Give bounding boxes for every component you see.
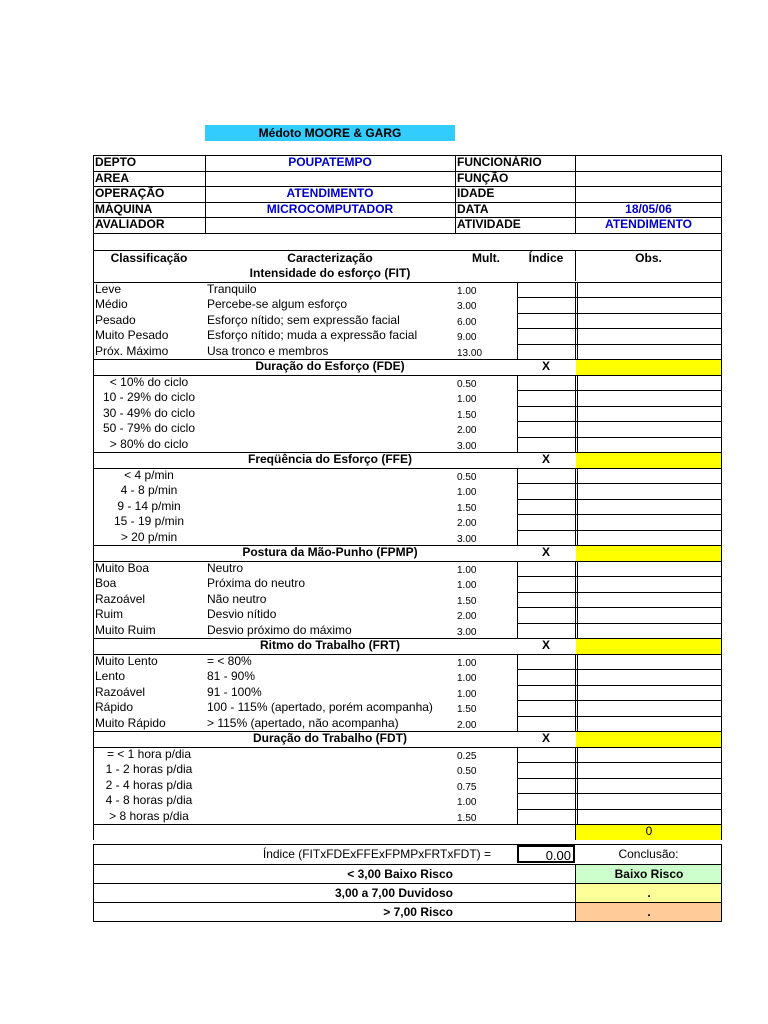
index-cell[interactable] (518, 328, 574, 344)
classification-cell: Leve (95, 281, 122, 296)
index-cell[interactable] (518, 685, 574, 701)
index-cell[interactable] (518, 530, 574, 546)
header-value[interactable] (575, 186, 722, 202)
grid-line (93, 155, 722, 156)
obs-cell[interactable] (577, 809, 721, 825)
obs-cell[interactable] (577, 623, 721, 639)
index-cell[interactable] (518, 623, 574, 639)
grid-line (93, 545, 722, 546)
multiplier-cell: 1.50 (457, 502, 477, 514)
obs-cell[interactable] (577, 390, 721, 406)
classification-cell: Muito Pesado (95, 328, 169, 342)
column-header: Classificação (110, 251, 188, 265)
grid-line (93, 217, 722, 218)
grid-line (575, 864, 576, 921)
obs-cell[interactable] (577, 406, 721, 422)
index-cell[interactable] (518, 514, 574, 530)
header-value[interactable]: ATENDIMENTO (605, 217, 692, 232)
description-cell: Próxima do neutro (207, 576, 306, 590)
classification-cell: Razoável (95, 591, 146, 606)
obs-cell[interactable] (577, 421, 721, 437)
grid-line (455, 155, 456, 233)
obs-highlight (576, 639, 722, 654)
risk-range-label: < 3,00 Baixo Risco (347, 866, 453, 881)
obs-cell[interactable] (577, 669, 721, 685)
index-cell[interactable] (518, 499, 574, 515)
index-cell[interactable] (518, 561, 574, 577)
index-cell[interactable] (518, 747, 574, 763)
obs-cell[interactable] (577, 483, 721, 499)
classification-cell: 4 - 8 horas p/dia (105, 793, 193, 807)
index-cell[interactable] (518, 654, 574, 670)
classification-cell: 30 - 49% do ciclo (102, 405, 196, 420)
multiplier-cell: 6.00 (457, 316, 477, 328)
section-x-marker: X (541, 359, 550, 373)
grid-line (575, 654, 576, 732)
obs-cell[interactable] (577, 530, 721, 546)
multiplier-cell: 0.25 (457, 750, 477, 762)
classification-cell: > 8 horas p/dia (109, 808, 189, 823)
description-cell: 100 - 115% (apertado, porém acompanha) (207, 700, 433, 714)
classification-cell: 15 - 19 p/min (113, 514, 185, 528)
header-value[interactable]: POUPATEMPO (288, 155, 372, 169)
section-x-marker: X (541, 731, 550, 745)
multiplier-cell: 1.00 (457, 580, 477, 591)
obs-cell[interactable] (577, 282, 721, 298)
multiplier-cell: 0.50 (457, 378, 477, 390)
multiplier-cell: 1.00 (457, 688, 477, 700)
obs-cell[interactable] (577, 762, 721, 778)
sheet-title: Médoto MOORE & GARG (205, 125, 455, 141)
header-label: DATA (457, 201, 489, 216)
grid-line (93, 452, 722, 453)
header-label: MÁQUINA (95, 201, 153, 216)
grid-line (517, 561, 518, 639)
index-cell[interactable] (518, 313, 574, 329)
index-cell[interactable] (518, 669, 574, 685)
classification-cell: 10 - 29% do ciclo (102, 390, 196, 404)
risk-result-value: Baixo Risco (614, 866, 684, 881)
index-cell[interactable] (518, 809, 574, 825)
header-label: AVALIADOR (95, 217, 165, 232)
grid-line (93, 844, 94, 864)
grid-line (575, 155, 576, 233)
section-title: Postura da Mão-Punho (FPMP) (242, 545, 418, 559)
grid-line (721, 250, 722, 824)
grid-line (575, 824, 576, 840)
multiplier-cell: 2.00 (457, 518, 477, 529)
classification-cell: Ruim (95, 607, 124, 621)
classification-cell: Muito Lento (95, 653, 158, 668)
risk-result-value: . (647, 904, 651, 919)
header-value[interactable]: MICROCOMPUTADOR (266, 201, 394, 216)
section-title: Duração do Esforço (FDE) (255, 359, 405, 373)
header-label: ATIVIDADE (457, 217, 521, 232)
grid-line (721, 864, 722, 921)
index-cell[interactable] (518, 793, 574, 809)
grid-line (575, 250, 576, 281)
obs-cell[interactable] (577, 313, 721, 329)
obs-cell[interactable] (577, 328, 721, 344)
index-cell[interactable] (518, 297, 574, 313)
header-value[interactable] (575, 155, 722, 171)
grid-line (517, 375, 518, 453)
multiplier-cell: 1.00 (457, 394, 477, 405)
grid-line (575, 468, 576, 546)
header-value[interactable] (205, 217, 455, 233)
multiplier-cell: 3.00 (457, 301, 477, 312)
index-cell[interactable] (518, 700, 574, 716)
section-x-marker: X (541, 545, 550, 559)
obs-cell[interactable] (577, 747, 721, 763)
header-label: DEPTO (95, 155, 137, 169)
index-cell[interactable] (518, 375, 574, 391)
classification-cell: 9 - 14 p/min (117, 498, 181, 513)
obs-highlight (576, 360, 722, 375)
obs-cell[interactable] (577, 375, 721, 391)
classification-cell: Razoável (95, 684, 146, 699)
obs-cell[interactable] (577, 344, 721, 360)
obs-cell[interactable] (577, 437, 721, 453)
description-cell: = < 80% (207, 653, 252, 668)
grid-line (93, 250, 94, 824)
header-label: IDADE (457, 186, 495, 201)
grid-line (577, 654, 578, 732)
description-cell: Percebe-se algum esforço (207, 297, 348, 311)
description-cell: Desvio próximo do máximo (207, 622, 352, 637)
multiplier-cell: 2.00 (457, 611, 477, 622)
obs-cell[interactable] (577, 654, 721, 670)
header-value[interactable] (575, 171, 722, 187)
section-title: Duração do Trabalho (FDT) (252, 731, 407, 745)
multiplier-cell: 1.00 (457, 797, 477, 808)
obs-cell[interactable] (577, 576, 721, 592)
grid-line (721, 155, 722, 233)
column-header: Obs. (635, 251, 662, 265)
section-x-marker: X (541, 452, 550, 466)
obs-highlight (576, 546, 722, 561)
grid-line (205, 155, 206, 233)
column-header: Caracterização (287, 251, 373, 265)
classification-cell: = < 1 hora p/dia (106, 746, 192, 761)
index-cell[interactable] (518, 390, 574, 406)
classification-cell: < 10% do ciclo (109, 374, 189, 389)
multiplier-cell: 1.00 (457, 657, 477, 669)
obs-cell[interactable] (577, 716, 721, 732)
grid-line (93, 186, 722, 187)
classification-cell: Rápido (95, 700, 134, 714)
grid-line (721, 233, 722, 250)
classification-cell: > 80% do ciclo (109, 436, 189, 451)
description-cell: 81 - 90% (207, 669, 256, 683)
classification-cell: Muito Ruim (95, 622, 156, 637)
grid-line (93, 638, 722, 639)
multiplier-cell: 1.00 (457, 564, 477, 576)
index-cell[interactable] (518, 778, 574, 794)
obs-cell[interactable] (577, 468, 721, 484)
multiplier-cell: 1.50 (457, 704, 477, 715)
grid-line (517, 468, 518, 546)
risk-range-label: 3,00 a 7,00 Duvidoso (334, 885, 453, 900)
multiplier-cell: 9.00 (457, 332, 477, 343)
classification-cell: 4 - 8 p/min (120, 483, 178, 497)
grid-line (575, 375, 576, 453)
obs-highlight (576, 732, 722, 747)
index-result-box: 0.00 (517, 845, 575, 863)
description-cell: > 115% (apertado, não acompanha) (207, 715, 399, 730)
multiplier-cell: 2.00 (457, 425, 477, 436)
description-cell: Tranquilo (207, 281, 257, 296)
grid-line (577, 375, 578, 453)
header-label: AREA (95, 170, 130, 185)
index-cell[interactable] (518, 468, 574, 484)
index-cell[interactable] (518, 483, 574, 499)
total-value: 0 (645, 824, 653, 838)
index-cell[interactable] (518, 344, 574, 360)
index-cell[interactable] (518, 716, 574, 732)
multiplier-cell: 1.50 (457, 595, 477, 607)
classification-cell: 50 - 79% do ciclo (102, 421, 196, 435)
obs-cell[interactable] (577, 514, 721, 530)
index-cell[interactable] (518, 282, 574, 298)
header-value[interactable]: ATENDIMENTO (286, 186, 374, 201)
grid-line (93, 824, 94, 840)
grid-line (721, 844, 722, 864)
grid-line (517, 282, 518, 360)
header-value[interactable]: 18/05/06 (625, 201, 672, 216)
obs-cell[interactable] (577, 499, 721, 515)
classification-cell: 2 - 4 horas p/dia (105, 777, 193, 792)
multiplier-cell: 3.00 (457, 533, 477, 545)
obs-cell[interactable] (577, 607, 721, 623)
section-title: Freqüência do Esforço (FFE) (247, 452, 412, 466)
multiplier-cell: 0.75 (457, 781, 477, 793)
risk-result-value: . (647, 885, 651, 900)
classification-cell: Boa (95, 576, 117, 590)
grid-line (93, 171, 722, 172)
spreadsheet-grid[interactable] (93, 155, 722, 917)
classification-cell: Muito Rápido (95, 715, 166, 730)
classification-cell: Lento (95, 669, 126, 683)
obs-cell[interactable] (577, 685, 721, 701)
grid-line (93, 731, 722, 732)
column-header: Mult. (472, 251, 500, 265)
header-label: FUNCIONÁRIO (457, 155, 542, 169)
multiplier-cell: 1.50 (457, 409, 477, 421)
column-header: Índice (528, 251, 564, 265)
grid-line (517, 747, 518, 825)
obs-cell[interactable] (577, 793, 721, 809)
classification-cell: > 20 p/min (120, 529, 178, 544)
description-cell: Esforço nítido; sem expressão facial (207, 312, 400, 327)
header-value[interactable] (205, 171, 455, 187)
grid-line (93, 359, 722, 360)
obs-cell[interactable] (577, 592, 721, 608)
description-cell: Usa tronco e membros (207, 343, 329, 358)
grid-line (93, 864, 94, 921)
description-cell: 91 - 100% (207, 684, 262, 699)
description-cell: Não neutro (207, 591, 267, 606)
index-cell[interactable] (518, 762, 574, 778)
grid-line (93, 921, 722, 922)
section-title: Intensidade do esforço (FIT) (249, 266, 411, 280)
multiplier-cell: 1.00 (457, 285, 477, 297)
index-cell[interactable] (518, 437, 574, 453)
section-x-marker: X (541, 638, 550, 652)
multiplier-cell: 0.50 (457, 766, 477, 777)
multiplier-cell: 0.50 (457, 471, 477, 483)
multiplier-cell: 1.50 (457, 812, 477, 824)
classification-cell: < 4 p/min (124, 467, 174, 482)
classification-cell: Muito Boa (95, 560, 150, 575)
grid-line (517, 654, 518, 732)
description-cell: Esforço nítido; muda a expressão facial (207, 328, 418, 342)
index-cell[interactable] (518, 406, 574, 422)
grid-line (721, 824, 722, 840)
header-label: FUNÇÃO (457, 170, 509, 185)
header-label: OPERAÇÃO (95, 186, 165, 201)
grid-line (577, 561, 578, 639)
obs-highlight (576, 453, 722, 468)
grid-line (577, 747, 578, 825)
grid-line (575, 747, 576, 825)
grid-line (93, 233, 94, 250)
conclusion-label: Conclusão: (618, 846, 679, 861)
grid-line (93, 155, 94, 233)
grid-line (93, 202, 722, 203)
index-cell[interactable] (518, 576, 574, 592)
grid-line (93, 233, 722, 234)
index-cell[interactable] (518, 592, 574, 608)
description-cell: Desvio nítido (207, 607, 277, 621)
grid-line (575, 282, 576, 360)
obs-cell[interactable] (577, 561, 721, 577)
obs-cell[interactable] (577, 297, 721, 313)
grid-line (577, 468, 578, 546)
risk-range-label: > 7,00 Risco (383, 904, 453, 919)
formula-label: Índice (FITxFDExFFExFPMPxFRTxFDT) = (262, 846, 491, 861)
index-cell[interactable] (518, 607, 574, 623)
classification-cell: Próx. Máximo (95, 343, 169, 358)
multiplier-cell: 3.00 (457, 626, 477, 638)
description-cell: Neutro (207, 560, 244, 575)
grid-line (575, 561, 576, 639)
multiplier-cell: 1.00 (457, 487, 477, 498)
index-cell[interactable] (518, 421, 574, 437)
section-title: Ritmo do Trabalho (FRT) (260, 638, 400, 652)
multiplier-cell: 13.00 (457, 347, 483, 359)
multiplier-cell: 3.00 (457, 440, 477, 452)
grid-line (577, 282, 578, 360)
obs-cell[interactable] (577, 778, 721, 794)
classification-cell: Pesado (95, 312, 136, 327)
classification-cell: Médio (95, 297, 128, 311)
classification-cell: 1 - 2 horas p/dia (105, 762, 193, 776)
multiplier-cell: 2.00 (457, 719, 477, 731)
multiplier-cell: 1.00 (457, 673, 477, 684)
obs-cell[interactable] (577, 700, 721, 716)
